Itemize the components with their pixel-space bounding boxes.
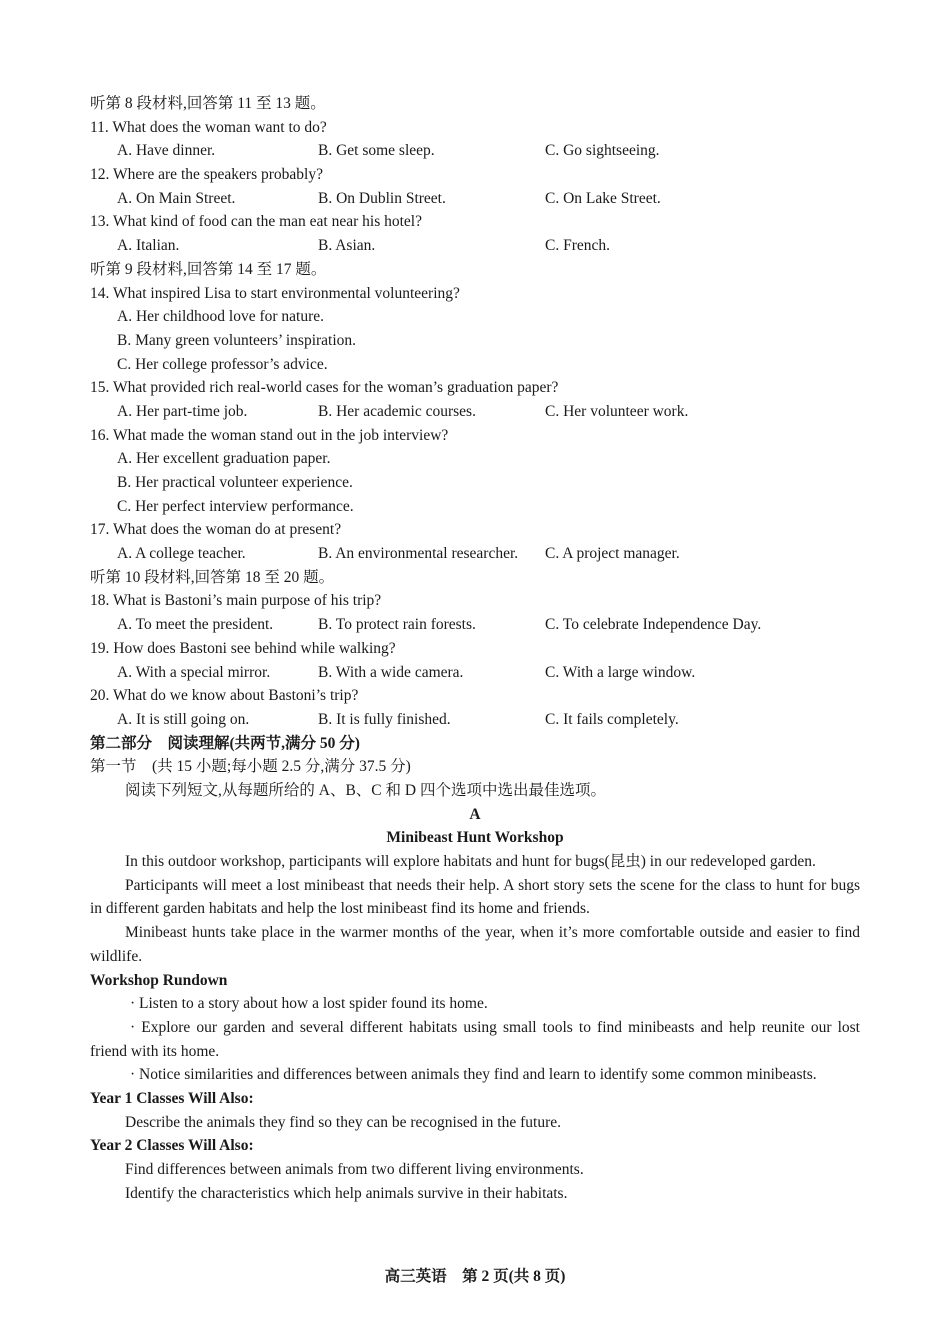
option-b: B. Get some sleep. [318,142,435,160]
option-a: A. With a special mirror. [117,663,271,681]
option-c: C. With a large window. [545,663,696,681]
page-footer: 高三英语 第 2 页(共 8 页) [384,1268,566,1285]
option-b: B. Her academic courses. [318,402,476,420]
option-b: B. To protect rain forests. [318,616,476,634]
option-c: C. It fails completely. [545,710,679,728]
option-b: B. Her practical volunteer experience. [117,474,353,491]
option-a: A. To meet the president. [117,616,274,634]
option-a: A. On Main Street. [117,189,236,207]
option-b: B. With a wide camera. [318,663,464,681]
passage-title: Minibeast Hunt Workshop [386,829,564,847]
passage-paragraph: Minibeast hunts take place in the warmer months of the year, when it’s more comfortable outside and easier to find wildlife. [90,924,860,965]
passage-paragraph: In this outdoor workshop, participants will explore habitats and hunt for bugs(昆虫) in our redeveloped garden. [125,853,816,870]
question-stem: 18. What is Bastoni’s main purpose of his trip? [90,592,382,610]
question-stem: 19. How does Bastoni see behind while walking? [90,639,396,657]
part-title: 第二部分 阅读理解(共两节,满分 50 分) [90,734,360,752]
option-b: B. Many green volunteers’ inspiration. [117,331,357,349]
option-c: C. To celebrate Independence Day. [545,616,762,634]
exam-content [90,92,860,1205]
passage-letter: A [469,805,481,823]
year2-heading: Year 2 Classes Will Also: [90,1137,254,1155]
options-row [90,542,860,566]
year1-heading: Year 1 Classes Will Also: [90,1090,254,1108]
year2-item: Find differences between animals from two different living environments. [125,1161,584,1179]
option-b: B. An environmental researcher. [318,545,519,563]
option-c: C. Her perfect interview performance. [117,497,354,515]
question-stem: 11. What does the woman want to do? [90,118,327,136]
option-a: A. Italian. [117,237,180,255]
year1-item: Describe the animals they find so they can be recognised in the future. [125,1113,562,1131]
option-c: C. Her college professor’s advice. [117,355,328,373]
options-row [90,400,860,424]
options-row [90,613,860,637]
question-stem: 12. Where are the speakers probably? [90,166,323,184]
question-stem: 13. What kind of food can the man eat near his hotel? [90,213,422,231]
question-stem: 17. What does the woman do at present? [90,521,342,539]
option-b: B. On Dublin Street. [318,189,446,207]
option-a: A. Her excellent graduation paper. [117,450,331,468]
option-c: C. French. [545,237,611,255]
question-stem: 16. What made the woman stand out in the job interview? [90,426,449,444]
question-stem: 14. What inspired Lisa to start environmental volunteering? [90,284,460,302]
options-row [90,708,860,732]
question-group-11-13 [90,116,860,258]
option-c: C. Go sightseeing. [545,142,660,160]
option-c: C. Her volunteer work. [545,402,689,420]
option-a: A. Her childhood love for nature. [117,308,325,326]
question-group-18-20 [90,589,860,731]
options-row [90,234,860,258]
section-header: 听第 10 段材料,回答第 18 至 20 题。 [90,568,335,586]
option-b: B. It is fully finished. [318,710,451,728]
rundown-heading: Workshop Rundown [90,971,228,989]
options-row [90,139,860,163]
section-header: 听第 8 段材料,回答第 11 至 13 题。 [90,95,326,112]
option-a: A. Her part-time job. [117,402,248,420]
instruction: 阅读下列短文,从每题所给的 A、B、C 和 D 四个选项中选出最佳选项。 [125,781,606,799]
option-c: C. A project manager. [545,545,680,563]
option-c: C. On Lake Street. [545,189,661,207]
question-stem: 20. What do we know about Bastoni’s trip? [90,687,359,705]
rundown-item: · Notice similarities and differences between animals they find and learn to identify some common minibeasts. [130,1066,817,1084]
option-b: B. Asian. [318,237,376,255]
section-header: 听第 9 段材料,回答第 14 至 17 题。 [90,260,327,278]
option-a: A. A college teacher. [117,545,246,563]
rundown-item: · Explore our garden and several different habitats using small tools to find minibeasts and help reunite our lost friend with its home. [90,1018,860,1060]
rundown-item: · Listen to a story about how a lost spider found its home. [130,995,488,1013]
question-stem: 15. What provided rich real-world cases for the woman’s graduation paper? [90,379,559,397]
question-group-14-17 [90,282,860,566]
section-title: 第一节 (共 15 小题;每小题 2.5 分,满分 37.5 分) [90,758,411,776]
options-row [90,661,860,685]
year2-item: Identify the characteristics which help animals survive in their habitats. [125,1184,568,1202]
option-a: A. Have dinner. [117,142,216,160]
passage-paragraph: Participants will meet a lost minibeast that needs their help. A short story sets the scene for the class to hunt for bugs in different garden habitats and help the lost minibeast find its home and friends. [90,876,860,918]
option-a: A. It is still going on. [117,710,250,728]
options-row [90,187,860,211]
